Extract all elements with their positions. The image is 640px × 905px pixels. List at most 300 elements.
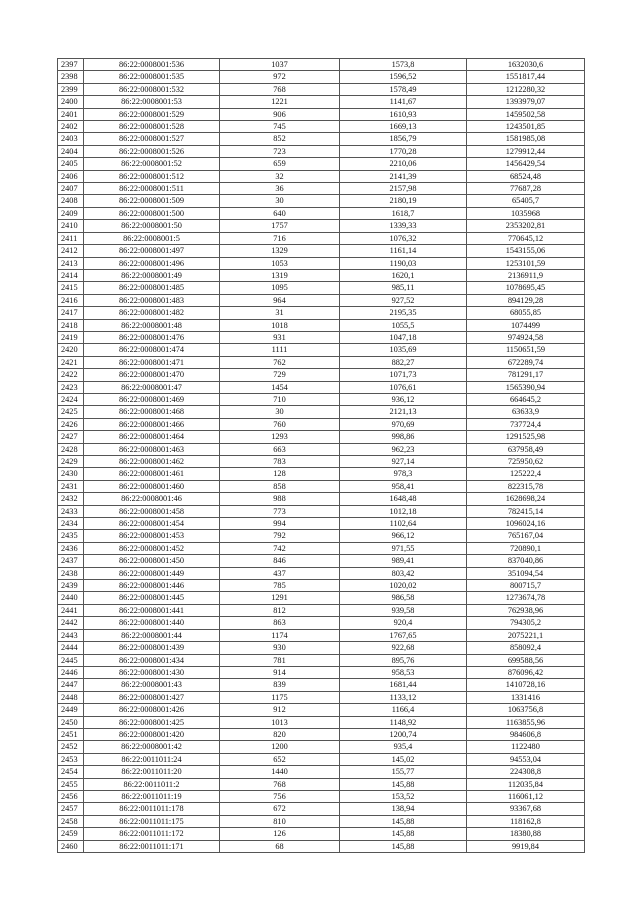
row-number-cell: 2419 [58, 331, 84, 343]
cadastral-number-cell: 86:22:0008001:527 [84, 133, 220, 145]
cadastral-number-cell: 86:22:0011011:171 [84, 840, 220, 852]
cadastral-number-cell: 86:22:0008001:528 [84, 121, 220, 133]
specific-value-cell: 803,42 [340, 567, 467, 579]
table-row [58, 741, 585, 753]
area-cell: 781 [220, 654, 340, 666]
row-number-cell: 2424 [58, 393, 84, 405]
cadastral-number-cell: 86:22:0008001:5 [84, 232, 220, 244]
row-number-cell: 2401 [58, 108, 84, 120]
cadastral-number-cell: 86:22:0008001:485 [84, 282, 220, 294]
specific-value-cell: 1770,28 [340, 145, 467, 157]
area-cell: 760 [220, 418, 340, 430]
area-cell: 785 [220, 580, 340, 592]
cadastral-number-cell: 86:22:0008001:439 [84, 642, 220, 654]
area-cell: 1175 [220, 691, 340, 703]
cadastral-number-cell: 86:22:0008001:470 [84, 369, 220, 381]
table-row [58, 393, 585, 405]
area-cell: 1053 [220, 257, 340, 269]
area-cell: 1291 [220, 592, 340, 604]
specific-value-cell: 1573,8 [340, 59, 467, 71]
row-number-cell: 2422 [58, 369, 84, 381]
specific-value-cell: 986,58 [340, 592, 467, 604]
specific-value-cell: 2157,98 [340, 183, 467, 195]
row-number-cell: 2403 [58, 133, 84, 145]
cadastral-number-cell: 86:22:0008001:497 [84, 245, 220, 257]
row-number-cell: 2432 [58, 493, 84, 505]
area-cell: 810 [220, 815, 340, 827]
specific-value-cell: 155,77 [340, 766, 467, 778]
specific-value-cell: 1669,13 [340, 121, 467, 133]
cadastral-value-cell: 1628698,24 [467, 493, 585, 505]
table-row [58, 294, 585, 306]
specific-value-cell: 1610,93 [340, 108, 467, 120]
table-row [58, 431, 585, 443]
area-cell: 846 [220, 555, 340, 567]
cadastral-number-cell: 86:22:0011011:178 [84, 803, 220, 815]
row-number-cell: 2454 [58, 766, 84, 778]
table-row [58, 654, 585, 666]
area-cell: 1440 [220, 766, 340, 778]
row-number-cell: 2406 [58, 170, 84, 182]
specific-value-cell: 895,76 [340, 654, 467, 666]
area-cell: 659 [220, 158, 340, 170]
specific-value-cell: 1618,7 [340, 207, 467, 219]
area-cell: 852 [220, 133, 340, 145]
cadastral-number-cell: 86:22:0008001:461 [84, 468, 220, 480]
cadastral-value-cell: 63633,9 [467, 406, 585, 418]
row-number-cell: 2444 [58, 642, 84, 654]
area-cell: 1221 [220, 96, 340, 108]
area-cell: 32 [220, 170, 340, 182]
specific-value-cell: 958,41 [340, 480, 467, 492]
cadastral-value-cell: 800715,7 [467, 580, 585, 592]
cadastral-value-cell: 2353202,81 [467, 220, 585, 232]
cadastral-value-cell: 65405,7 [467, 195, 585, 207]
cadastral-number-cell: 86:22:0008001:466 [84, 418, 220, 430]
cadastral-number-cell: 86:22:0011011:175 [84, 815, 220, 827]
specific-value-cell: 1020,02 [340, 580, 467, 592]
cadastral-number-cell: 86:22:0008001:441 [84, 604, 220, 616]
table-row [58, 356, 585, 368]
cadastral-number-cell: 86:22:0008001:454 [84, 518, 220, 530]
table-row [58, 71, 585, 83]
table-row [58, 518, 585, 530]
cadastral-value-cell: 737724,4 [467, 418, 585, 430]
cadastral-value-cell: 2075221,1 [467, 629, 585, 641]
table-row [58, 220, 585, 232]
row-number-cell: 2417 [58, 307, 84, 319]
cadastral-number-cell: 86:22:0008001:536 [84, 59, 220, 71]
specific-value-cell: 1076,61 [340, 381, 467, 393]
table-row [58, 766, 585, 778]
specific-value-cell: 1856,79 [340, 133, 467, 145]
table-row [58, 505, 585, 517]
table-row [58, 580, 585, 592]
specific-value-cell: 978,3 [340, 468, 467, 480]
area-cell: 931 [220, 331, 340, 343]
area-cell: 1111 [220, 344, 340, 356]
row-number-cell: 2448 [58, 691, 84, 703]
specific-value-cell: 936,12 [340, 393, 467, 405]
table-row [58, 815, 585, 827]
cadastral-number-cell: 86:22:0008001:449 [84, 567, 220, 579]
specific-value-cell: 145,02 [340, 753, 467, 765]
cadastral-number-cell: 86:22:0008001:460 [84, 480, 220, 492]
area-cell: 31 [220, 307, 340, 319]
cadastral-number-cell: 86:22:0011011:20 [84, 766, 220, 778]
row-number-cell: 2440 [58, 592, 84, 604]
cadastral-value-cell: 1243501,85 [467, 121, 585, 133]
cadastral-value-cell: 1331416 [467, 691, 585, 703]
area-cell: 1037 [220, 59, 340, 71]
area-cell: 994 [220, 518, 340, 530]
row-number-cell: 2449 [58, 704, 84, 716]
cadastral-number-cell: 86:22:0008001:468 [84, 406, 220, 418]
specific-value-cell: 1133,12 [340, 691, 467, 703]
table-row [58, 480, 585, 492]
cadastral-value-cell: 1163855,96 [467, 716, 585, 728]
row-number-cell: 2443 [58, 629, 84, 641]
cadastral-value-cell: 672289,74 [467, 356, 585, 368]
table-row [58, 269, 585, 281]
cadastral-value-cell: 93367,68 [467, 803, 585, 815]
table-row [58, 369, 585, 381]
cadastral-value-cell: 720890,1 [467, 542, 585, 554]
specific-value-cell: 998,86 [340, 431, 467, 443]
table-row [58, 778, 585, 790]
cadastral-number-cell: 86:22:0008001:509 [84, 195, 220, 207]
table-row [58, 183, 585, 195]
table-row [58, 108, 585, 120]
cadastral-number-cell: 86:22:0008001:49 [84, 269, 220, 281]
row-number-cell: 2457 [58, 803, 84, 815]
area-cell: 1095 [220, 282, 340, 294]
area-cell: 1018 [220, 319, 340, 331]
table-row [58, 753, 585, 765]
row-number-cell: 2400 [58, 96, 84, 108]
cadastral-value-cell: 1565390,94 [467, 381, 585, 393]
cadastral-value-cell: 637958,49 [467, 443, 585, 455]
cadastral-value-cell: 116061,12 [467, 790, 585, 802]
cadastral-value-cell: 1551817,44 [467, 71, 585, 83]
row-number-cell: 2456 [58, 790, 84, 802]
cadastral-number-cell: 86:22:0008001:526 [84, 145, 220, 157]
specific-value-cell: 927,14 [340, 456, 467, 468]
cadastral-number-cell: 86:22:0008001:462 [84, 456, 220, 468]
cadastral-number-cell: 86:22:0008001:452 [84, 542, 220, 554]
cadastral-value-cell: 125222,4 [467, 468, 585, 480]
cadastral-value-cell: 664645,2 [467, 393, 585, 405]
row-number-cell: 2451 [58, 728, 84, 740]
row-number-cell: 2446 [58, 666, 84, 678]
cadastral-value-cell: 765167,04 [467, 530, 585, 542]
area-cell: 1174 [220, 629, 340, 641]
area-cell: 812 [220, 604, 340, 616]
row-number-cell: 2421 [58, 356, 84, 368]
area-cell: 652 [220, 753, 340, 765]
cadastral-value-cell: 822315,78 [467, 480, 585, 492]
area-cell: 820 [220, 728, 340, 740]
table-row [58, 232, 585, 244]
row-number-cell: 2434 [58, 518, 84, 530]
specific-value-cell: 1339,33 [340, 220, 467, 232]
row-number-cell: 2418 [58, 319, 84, 331]
table-row [58, 282, 585, 294]
cadastral-value-cell: 1096024,16 [467, 518, 585, 530]
table-row [58, 207, 585, 219]
cadastral-number-cell: 86:22:0008001:44 [84, 629, 220, 641]
area-cell: 723 [220, 145, 340, 157]
cadastral-number-cell: 86:22:0011011:19 [84, 790, 220, 802]
cadastral-number-cell: 86:22:0008001:512 [84, 170, 220, 182]
specific-value-cell: 962,23 [340, 443, 467, 455]
area-cell: 716 [220, 232, 340, 244]
specific-value-cell: 153,52 [340, 790, 467, 802]
area-cell: 742 [220, 542, 340, 554]
specific-value-cell: 2210,06 [340, 158, 467, 170]
row-number-cell: 2431 [58, 480, 84, 492]
cadastral-number-cell: 86:22:0008001:48 [84, 319, 220, 331]
area-cell: 906 [220, 108, 340, 120]
row-number-cell: 2402 [58, 121, 84, 133]
specific-value-cell: 922,68 [340, 642, 467, 654]
row-number-cell: 2437 [58, 555, 84, 567]
table-row [58, 121, 585, 133]
row-number-cell: 2441 [58, 604, 84, 616]
specific-value-cell: 1578,49 [340, 83, 467, 95]
specific-value-cell: 939,58 [340, 604, 467, 616]
table-row [58, 542, 585, 554]
row-number-cell: 2455 [58, 778, 84, 790]
cadastral-value-cell: 2136911,9 [467, 269, 585, 281]
table-row [58, 642, 585, 654]
area-cell: 930 [220, 642, 340, 654]
cadastral-value-cell: 1078695,45 [467, 282, 585, 294]
row-number-cell: 2429 [58, 456, 84, 468]
row-number-cell: 2415 [58, 282, 84, 294]
cadastral-value-cell: 118162,8 [467, 815, 585, 827]
table-row [58, 245, 585, 257]
specific-value-cell: 1012,18 [340, 505, 467, 517]
area-cell: 36 [220, 183, 340, 195]
cadastral-value-cell: 984606,8 [467, 728, 585, 740]
specific-value-cell: 1200,74 [340, 728, 467, 740]
specific-value-cell: 138,94 [340, 803, 467, 815]
table-row [58, 704, 585, 716]
cadastral-value-cell: 1150651,59 [467, 344, 585, 356]
row-number-cell: 2439 [58, 580, 84, 592]
cadastral-value-cell: 18380,88 [467, 828, 585, 840]
row-number-cell: 2420 [58, 344, 84, 356]
cadastral-number-cell: 86:22:0008001:453 [84, 530, 220, 542]
row-number-cell: 2459 [58, 828, 84, 840]
specific-value-cell: 1071,73 [340, 369, 467, 381]
cadastral-value-cell: 1212280,32 [467, 83, 585, 95]
cadastral-number-cell: 86:22:0011011:24 [84, 753, 220, 765]
cadastral-number-cell: 86:22:0008001:446 [84, 580, 220, 592]
row-number-cell: 2426 [58, 418, 84, 430]
row-number-cell: 2450 [58, 716, 84, 728]
cadastral-value-table [57, 58, 585, 853]
area-cell: 1757 [220, 220, 340, 232]
specific-value-cell: 1141,67 [340, 96, 467, 108]
cadastral-value-cell: 782415,14 [467, 505, 585, 517]
specific-value-cell: 1055,5 [340, 319, 467, 331]
area-cell: 768 [220, 778, 340, 790]
area-cell: 663 [220, 443, 340, 455]
row-number-cell: 2433 [58, 505, 84, 517]
row-number-cell: 2442 [58, 617, 84, 629]
cadastral-value-cell: 1063756,8 [467, 704, 585, 716]
specific-value-cell: 1035,69 [340, 344, 467, 356]
table-row [58, 59, 585, 71]
table-row [58, 592, 585, 604]
area-cell: 783 [220, 456, 340, 468]
specific-value-cell: 1620,1 [340, 269, 467, 281]
cadastral-number-cell: 86:22:0008001:46 [84, 493, 220, 505]
table-row [58, 679, 585, 691]
area-cell: 773 [220, 505, 340, 517]
area-cell: 914 [220, 666, 340, 678]
cadastral-value-cell: 1410728,16 [467, 679, 585, 691]
table-row [58, 195, 585, 207]
cadastral-number-cell: 86:22:0008001:476 [84, 331, 220, 343]
area-cell: 30 [220, 195, 340, 207]
row-number-cell: 2447 [58, 679, 84, 691]
cadastral-value-cell: 1074499 [467, 319, 585, 331]
specific-value-cell: 1161,14 [340, 245, 467, 257]
area-cell: 762 [220, 356, 340, 368]
table-row [58, 145, 585, 157]
cadastral-value-cell: 794305,2 [467, 617, 585, 629]
table-row [58, 790, 585, 802]
cadastral-value-cell: 1543155,06 [467, 245, 585, 257]
cadastral-value-cell: 1632030,6 [467, 59, 585, 71]
specific-value-cell: 145,88 [340, 815, 467, 827]
specific-value-cell: 927,52 [340, 294, 467, 306]
cadastral-value-cell: 68055,85 [467, 307, 585, 319]
area-cell: 1293 [220, 431, 340, 443]
area-cell: 972 [220, 71, 340, 83]
specific-value-cell: 971,55 [340, 542, 467, 554]
cadastral-value-cell: 68524,48 [467, 170, 585, 182]
cadastral-number-cell: 86:22:0008001:469 [84, 393, 220, 405]
row-number-cell: 2408 [58, 195, 84, 207]
cadastral-value-cell: 77687,28 [467, 183, 585, 195]
cadastral-value-cell: 837040,86 [467, 555, 585, 567]
table-row [58, 803, 585, 815]
cadastral-number-cell: 86:22:0008001:464 [84, 431, 220, 443]
specific-value-cell: 2121,13 [340, 406, 467, 418]
table-row [58, 728, 585, 740]
cadastral-value-cell: 1393979,07 [467, 96, 585, 108]
specific-value-cell: 145,88 [340, 828, 467, 840]
cadastral-number-cell: 86:22:0008001:42 [84, 741, 220, 753]
row-number-cell: 2428 [58, 443, 84, 455]
row-number-cell: 2423 [58, 381, 84, 393]
cadastral-value-cell: 1253101,59 [467, 257, 585, 269]
cadastral-value-cell: 94553,04 [467, 753, 585, 765]
area-cell: 30 [220, 406, 340, 418]
table-row [58, 629, 585, 641]
specific-value-cell: 958,53 [340, 666, 467, 678]
row-number-cell: 2410 [58, 220, 84, 232]
area-cell: 729 [220, 369, 340, 381]
cadastral-number-cell: 86:22:0008001:425 [84, 716, 220, 728]
row-number-cell: 2453 [58, 753, 84, 765]
row-number-cell: 2407 [58, 183, 84, 195]
area-cell: 437 [220, 567, 340, 579]
table-row [58, 468, 585, 480]
row-number-cell: 2409 [58, 207, 84, 219]
cadastral-value-cell: 351094,54 [467, 567, 585, 579]
cadastral-value-cell: 770645,12 [467, 232, 585, 244]
specific-value-cell: 970,69 [340, 418, 467, 430]
area-cell: 756 [220, 790, 340, 802]
table-row [58, 617, 585, 629]
row-number-cell: 2405 [58, 158, 84, 170]
area-cell: 672 [220, 803, 340, 815]
row-number-cell: 2430 [58, 468, 84, 480]
area-cell: 1200 [220, 741, 340, 753]
specific-value-cell: 2180,19 [340, 195, 467, 207]
table-row [58, 83, 585, 95]
cadastral-number-cell: 86:22:0008001:440 [84, 617, 220, 629]
cadastral-number-cell: 86:22:0008001:426 [84, 704, 220, 716]
area-cell: 128 [220, 468, 340, 480]
table-row [58, 133, 585, 145]
row-number-cell: 2435 [58, 530, 84, 542]
cadastral-value-cell: 1035968 [467, 207, 585, 219]
table-row [58, 567, 585, 579]
area-cell: 640 [220, 207, 340, 219]
area-cell: 912 [220, 704, 340, 716]
cadastral-number-cell: 86:22:0008001:511 [84, 183, 220, 195]
cadastral-value-cell: 876096,42 [467, 666, 585, 678]
cadastral-number-cell: 86:22:0008001:482 [84, 307, 220, 319]
cadastral-number-cell: 86:22:0008001:434 [84, 654, 220, 666]
specific-value-cell: 1148,92 [340, 716, 467, 728]
cadastral-number-cell: 86:22:0008001:53 [84, 96, 220, 108]
cadastral-value-cell: 1291525,98 [467, 431, 585, 443]
area-cell: 1319 [220, 269, 340, 281]
table-row [58, 691, 585, 703]
table-row [58, 307, 585, 319]
specific-value-cell: 145,88 [340, 778, 467, 790]
cadastral-number-cell: 86:22:0008001:430 [84, 666, 220, 678]
cadastral-value-cell: 974924,58 [467, 331, 585, 343]
area-cell: 988 [220, 493, 340, 505]
cadastral-value-cell: 224308,8 [467, 766, 585, 778]
specific-value-cell: 985,11 [340, 282, 467, 294]
row-number-cell: 2458 [58, 815, 84, 827]
specific-value-cell: 989,41 [340, 555, 467, 567]
specific-value-cell: 145,88 [340, 840, 467, 852]
specific-value-cell: 1596,52 [340, 71, 467, 83]
area-cell: 126 [220, 828, 340, 840]
cadastral-value-cell: 1459502,58 [467, 108, 585, 120]
area-cell: 964 [220, 294, 340, 306]
cadastral-number-cell: 86:22:0011011:172 [84, 828, 220, 840]
cadastral-value-cell: 894129,28 [467, 294, 585, 306]
cadastral-value-cell: 1273674,78 [467, 592, 585, 604]
specific-value-cell: 2195,35 [340, 307, 467, 319]
area-cell: 839 [220, 679, 340, 691]
table-row [58, 443, 585, 455]
table-row [58, 666, 585, 678]
row-number-cell: 2414 [58, 269, 84, 281]
cadastral-number-cell: 86:22:0008001:427 [84, 691, 220, 703]
